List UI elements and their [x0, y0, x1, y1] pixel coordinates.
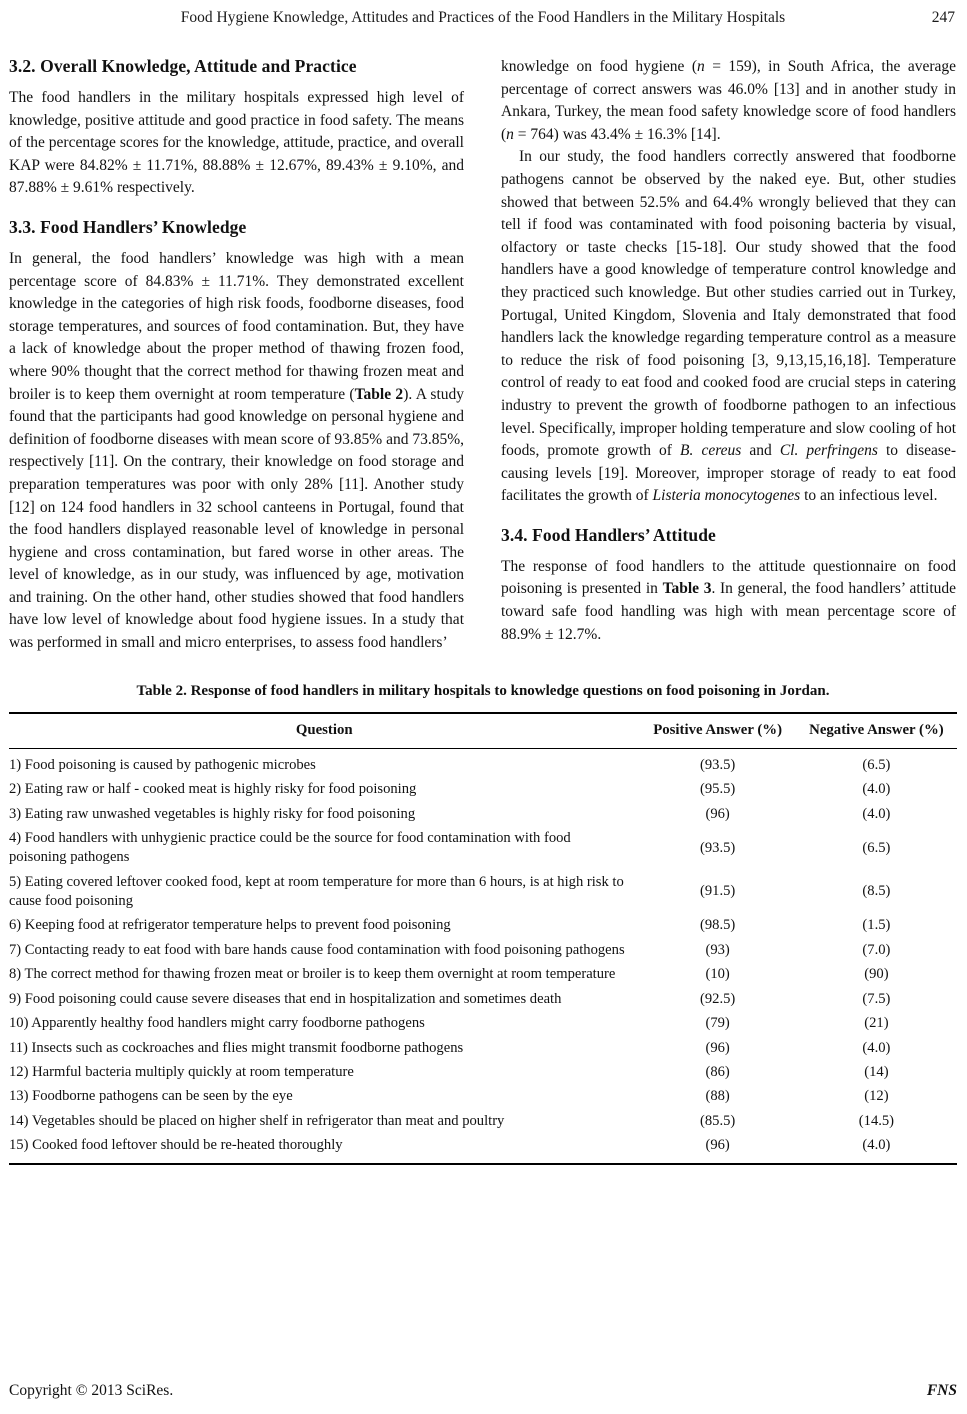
positive-answer-cell: (91.5) — [699, 883, 736, 900]
two-column-body — [9, 56, 957, 655]
section-heading-3-3: 3.3. Food Handlers’ Knowledge — [9, 216, 247, 237]
running-head — [9, 8, 957, 28]
text-run: In our study, the food handlers correctly answered that foodborne pathogens cannot be observed by the naked eye. But, other studies showed that between 52.5% and 64.4% wrongly believed that they can tell if food was contaminated with food poisoning bacteria by visual, olfactory or taste checks [15-18]. Our study showed that the food handlers have a good knowledge of temperature control knowledge and they practiced such knowledge. But other studies carried out in Turkey, Portugal, United Kingdom, Slovenia and Italy demonstrated that food handlers lack the knowledge regarding temperature control as a measure to reduce the risk of food poisoning [3, 9,13,15,16,18]. Temperature control of ready to eat food and cooked food are crucial steps in catering industry to prevent the growth of foodborne pathogen to an infectious level. Specifically, improper holding temperature and slow cooling of hot foods, promote growth of — [501, 148, 956, 460]
positive-answer-cell: (98.5) — [699, 917, 736, 934]
negative-answer-cell: (8.5) — [862, 883, 891, 900]
table-row — [9, 778, 957, 802]
page-number: 247 — [931, 9, 955, 26]
table-row — [9, 963, 957, 987]
text-run: knowledge on food hygiene ( — [501, 58, 698, 75]
positive-answer-cell: (86) — [705, 1063, 730, 1080]
positive-answer-cell: (95.5) — [699, 781, 736, 798]
negative-answer-cell: (6.5) — [862, 839, 891, 856]
question-cell: 12) Harmful bacteria multiply quickly at room temperature — [9, 1063, 354, 1080]
positive-answer-cell: (93.5) — [699, 839, 736, 856]
table-body — [9, 748, 957, 1163]
table-row — [9, 1109, 957, 1133]
column-header-positive: Positive Answer (%) — [639, 713, 795, 749]
table-header-row — [9, 713, 957, 749]
question-cell: 9) Food poisoning could cause severe diseases that end in hospitalization and sometimes death — [9, 990, 562, 1007]
right-column — [501, 56, 956, 655]
negative-answer-cell: (6.5) — [862, 756, 891, 773]
section-3-2-paragraph — [9, 87, 464, 200]
table-row — [9, 826, 957, 870]
journal-abbreviation: FNS — [926, 1382, 957, 1399]
question-cell: 15) Cooked food leftover should be re-heated thoroughly — [9, 1137, 343, 1154]
positive-answer-cell: (85.5) — [699, 1112, 736, 1129]
text-run: . In general, the food handlers’ attitude toward safe food handling was high with mean percentage score of 88.9% ± 12.7%. — [501, 580, 957, 643]
positive-answer-cell: (10) — [705, 966, 730, 983]
positive-answer-cell: (96) — [705, 1039, 730, 1056]
negative-answer-cell: (14.5) — [858, 1112, 895, 1129]
left-column — [9, 56, 464, 655]
table-row — [9, 914, 957, 938]
section-heading-3-4: 3.4. Food Handlers’ Attitude — [501, 524, 716, 545]
column-header-question: Question — [9, 713, 639, 749]
text-run: B. cereus — [680, 442, 742, 460]
table-2 — [9, 712, 957, 1165]
section-3-4-paragraph — [501, 556, 956, 646]
question-cell: 13) Foodborne pathogens can be seen by the eye — [9, 1088, 293, 1105]
table-2-section — [9, 669, 957, 1165]
text-run: ). A study found that the participants had good knowledge on personal hygiene and definition of foodborne diseases with mean score of 93.85% and 73.85%, respectively [11]. On the contrary, their knowledge on food storage and preparation temperatures was poor with only 28% [11]. Another study [12] on 124 food handlers in 32 school canteens in Portugal, found that the food handlers displayed reasonable level of knowledge in personal hygiene and cross contamination, but fared worse in other areas. The level of knowledge, as in our study, was influenced by age, motivation and training. On the other hand, other studies showed that food handlers have low level of knowledge about food hygiene issues. In a study that was performed in small and micro enterprises, to assess food handlers’ — [9, 385, 464, 652]
table-row — [9, 1060, 957, 1084]
text-run: Cl. perfringens — [779, 442, 878, 460]
positive-answer-cell: (96) — [705, 805, 730, 822]
table-row — [9, 1134, 957, 1164]
table-row — [9, 802, 957, 826]
question-cell: 5) Eating covered leftover cooked food, kept at room temperature for more than 6 hours, is at high risk to cause food poisoning — [9, 873, 624, 909]
table-row — [9, 1036, 957, 1060]
negative-answer-cell: (7.5) — [862, 990, 891, 1007]
negative-answer-cell: (12) — [864, 1088, 889, 1105]
question-cell: 1) Food poisoning is caused by pathogenic microbes — [9, 756, 316, 773]
continuation-paragraph — [501, 56, 956, 146]
negative-answer-cell: (7.0) — [862, 941, 891, 958]
section-heading-3-2: 3.2. Overall Knowledge, Attitude and Practice — [9, 56, 357, 76]
text-run: = 159), in South Africa, the average percentage of correct answers was 46.0% [13] and in another study in Ankara, Turkey, the mean food safety knowledge score of food handlers ( — [501, 58, 956, 143]
section-3-3-paragraph — [9, 248, 464, 655]
table-row — [9, 870, 957, 914]
question-cell: 11) Insects such as cockroaches and flies might transmit foodborne pathogens — [9, 1039, 464, 1056]
text-run: = 764) was 43.4% ± 16.3% [14]. — [513, 125, 721, 143]
negative-answer-cell: (4.0) — [862, 805, 891, 822]
text-run: The response of food handlers to the attitude questionnaire on food poisoning is presented in — [501, 557, 956, 598]
text-run: In general, the food handlers’ knowledge was high with a mean percentage score of 84.83% ± 11.71%. They demonstrated excellent knowledge in the categories of high risk foods, foodborne diseases, food storage temperatures, and sources of food contamination. But, they have a lack of knowledge about the proper method of thawing frozen food, where 90% thought that the correct method for thawing frozen meat and broiler is to keep them overnight at room temperature ( — [9, 249, 464, 403]
negative-answer-cell: (4.0) — [862, 1039, 891, 1056]
question-cell: 3) Eating raw unwashed vegetables is highly risky for food poisoning — [9, 805, 416, 822]
copyright-text: Copyright © 2013 SciRes. — [9, 1382, 174, 1399]
negative-answer-cell: (21) — [864, 1015, 889, 1032]
table-2-caption: Table 2. Response of food handlers in military hospitals to knowledge questions on food poisoning in Jordan. — [136, 682, 830, 699]
negative-answer-cell: (14) — [864, 1063, 889, 1080]
question-cell: 2) Eating raw or half - cooked meat is highly risky for food poisoning — [9, 781, 417, 798]
negative-answer-cell: (4.0) — [862, 781, 891, 798]
column-header-negative: Negative Answer (%) — [796, 713, 957, 749]
question-cell: 7) Contacting ready to eat food with bare hands cause food contamination with food poisoning pathogens — [9, 941, 625, 958]
negative-answer-cell: (4.0) — [862, 1137, 891, 1154]
question-cell: 14) Vegetables should be placed on higher shelf in refrigerator than meat and poultry — [9, 1112, 505, 1129]
question-cell: 10) Apparently healthy food handlers might carry foodborne pathogens — [9, 1015, 425, 1032]
negative-answer-cell: (90) — [864, 966, 889, 983]
table-row — [9, 987, 957, 1011]
our-study-paragraph — [501, 146, 956, 508]
running-head-title: Food Hygiene Knowledge, Attitudes and Practices of the Food Handlers in the Military Hospitals — [180, 9, 786, 26]
text-run: n — [697, 58, 705, 75]
positive-answer-cell: (79) — [705, 1015, 730, 1032]
text-run: to an infectious level. — [800, 487, 938, 505]
positive-answer-cell: (92.5) — [699, 990, 736, 1007]
question-cell: 6) Keeping food at refrigerator temperature helps to prevent food poisoning — [9, 917, 451, 934]
text-run: Listeria monocytogenes — [652, 487, 801, 505]
question-cell: 4) Food handlers with unhygienic practice could be the source for food contamination with food poisoning pathogens — [9, 829, 571, 866]
table-row — [9, 1012, 957, 1036]
text-run: Table 2 — [354, 385, 404, 403]
table-row — [9, 748, 957, 777]
negative-answer-cell: (1.5) — [862, 917, 891, 934]
text-run: The food handlers in the military hospitals expressed high level of knowledge, positive attitude and good practice in food safety. The means of the percentage scores for the knowledge, attitude, practice, and overall KAP were 84.82% ± 11.71%, 88.88% ± 12.67%, 89.43% ± 9.10%, and 87.88% ± 9.61% respectively. — [9, 89, 464, 197]
table-row — [9, 1085, 957, 1109]
text-run: and — [741, 442, 780, 460]
positive-answer-cell: (96) — [705, 1137, 730, 1154]
table-row — [9, 938, 957, 962]
question-cell: 8) The correct method for thawing frozen meat or broiler is to keep them overnight at room temperature — [9, 966, 616, 983]
page-footer — [9, 1382, 957, 1400]
text-run: Table 3 — [662, 580, 712, 598]
positive-answer-cell: (93) — [705, 941, 730, 958]
positive-answer-cell: (93.5) — [699, 756, 736, 773]
text-run: n — [506, 125, 514, 143]
text-run: to disease-causing levels [19]. Moreover, improper storage of ready to eat food facilitates the growth of — [501, 442, 956, 505]
positive-answer-cell: (88) — [705, 1088, 730, 1105]
